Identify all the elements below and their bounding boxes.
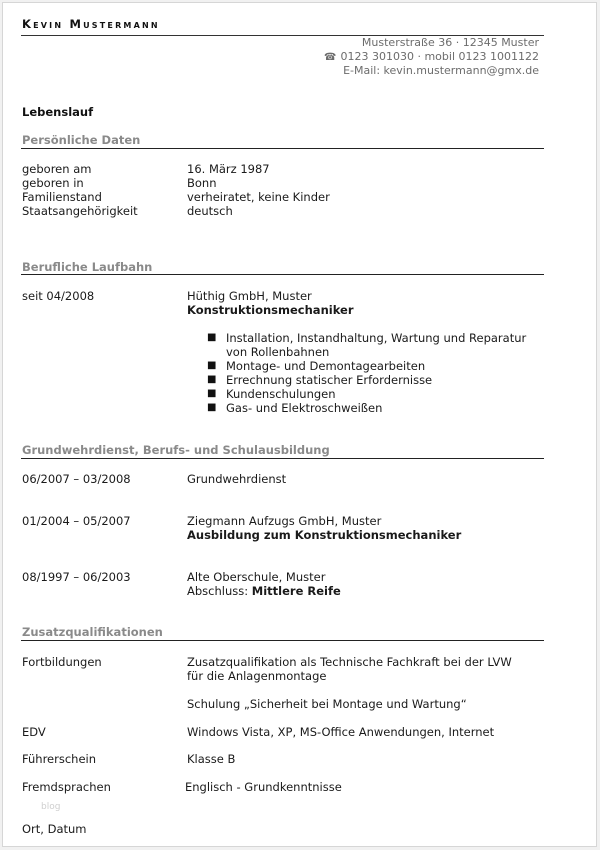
- bullet-marker: ■: [207, 388, 217, 399]
- edv-value: Windows Vista, XP, MS-Office Anwendungen, Internet: [187, 725, 495, 739]
- training-line-1: Zusatzqualifikation als Technische Fachkraft bei der LVW: [187, 655, 512, 669]
- contact-email: E-Mail: kevin.mustermann@gmx.de: [343, 64, 539, 77]
- education-period-3: 08/1997 – 06/2003: [22, 570, 131, 584]
- section-divider-personal: [21, 148, 544, 149]
- education-period-2: 01/2004 – 05/2007: [22, 514, 131, 528]
- contact-address: Musterstraße 36 · 12345 Muster: [361, 36, 539, 49]
- training-label: Fortbildungen: [22, 655, 102, 669]
- career-company: Hüthig GmbH, Muster: [187, 289, 312, 303]
- career-task-4: Kundenschulungen: [226, 387, 336, 401]
- license-value: Klasse B: [187, 752, 236, 766]
- personal-label-marital-status: Familienstand: [22, 190, 102, 204]
- edv-label: EDV: [22, 725, 46, 739]
- place-date-label: Ort, Datum: [22, 822, 87, 836]
- telephone-icon: ☎: [324, 52, 337, 63]
- section-divider-education: [21, 458, 544, 459]
- personal-label-birthdate: geboren am: [22, 162, 92, 176]
- career-task-2: Montage- und Demontagearbeiten: [226, 359, 426, 373]
- education-entry-2-title: Ausbildung zum Konstruktionsmechaniker: [187, 528, 462, 542]
- section-title-education: Grundwehrdienst, Berufs- und Schulausbildung: [22, 443, 330, 457]
- section-divider-qualifications: [21, 640, 544, 641]
- watermark: blog: [41, 802, 61, 812]
- career-task-1-continued: von Rollenbahnen: [226, 345, 330, 359]
- personal-label-nationality: Staatsangehörigkeit: [22, 204, 138, 218]
- document-title: Lebenslauf: [22, 105, 94, 119]
- degree-prefix: Abschluss:: [187, 584, 252, 598]
- career-position: Konstruktionsmechaniker: [187, 303, 354, 317]
- bullet-marker: ■: [207, 402, 217, 413]
- education-period-1: 06/2007 – 03/2008: [22, 472, 131, 486]
- bullet-marker: ■: [207, 374, 217, 385]
- languages-label: Fremdsprachen: [22, 780, 111, 794]
- section-title-career: Berufliche Laufbahn: [22, 260, 153, 274]
- personal-label-birthplace: geboren in: [22, 176, 84, 190]
- bullet-marker: ■: [207, 360, 217, 371]
- career-task-1: Installation, Instandhaltung, Wartung und Reparatur: [226, 331, 527, 345]
- languages-value: Englisch - Grundkenntnisse: [185, 780, 342, 794]
- section-title-personal: Persönliche Daten: [22, 133, 141, 147]
- personal-value-marital-status: verheiratet, keine Kinder: [187, 190, 330, 204]
- license-label: Führerschein: [22, 752, 97, 766]
- section-divider-career: [21, 274, 544, 275]
- degree-value: Mittlere Reife: [251, 584, 341, 598]
- personal-value-birthplace: Bonn: [187, 176, 217, 190]
- contact-phone: 0123 301030 · mobil 0123 1001122: [340, 50, 539, 63]
- career-task-5: Gas- und Elektroschweißen: [226, 401, 383, 415]
- applicant-name: Kevin Mustermann: [22, 17, 160, 31]
- personal-value-nationality: deutsch: [187, 204, 233, 218]
- career-task-3: Errechnung statischer Erfordernisse: [226, 373, 433, 387]
- education-entry-1: Grundwehrdienst: [187, 472, 287, 486]
- personal-value-birthdate: 16. März 1987: [187, 162, 270, 176]
- section-title-qualifications: Zusatzqualifikationen: [22, 625, 163, 639]
- training-line-2: für die Anlagenmontage: [187, 669, 327, 683]
- career-period: seit 04/2008: [22, 289, 95, 303]
- education-entry-3-institution: Alte Oberschule, Muster: [187, 570, 326, 584]
- training-line-3: Schulung „Sicherheit bei Montage und Wartung“: [187, 697, 467, 711]
- education-entry-3-degree: [187, 584, 341, 598]
- resume-page: [2, 2, 597, 847]
- education-entry-2-institution: Ziegmann Aufzugs GmbH, Muster: [187, 514, 382, 528]
- bullet-marker: ■: [207, 332, 217, 343]
- contact-phone-line: [324, 50, 539, 63]
